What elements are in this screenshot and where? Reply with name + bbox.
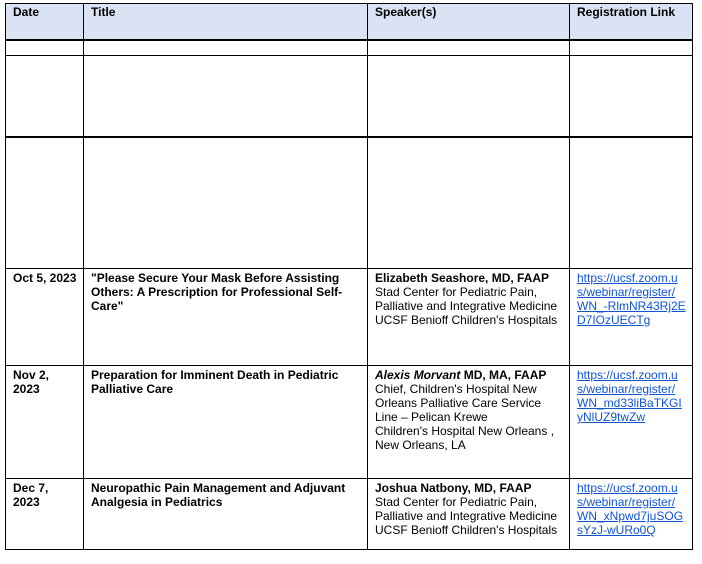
speaker-credentials: MD, MA, FAAP bbox=[460, 368, 547, 382]
speaker-affiliation: Chief, Children's Hospital New Orleans Palliative Care Service Line – Pelican Krewe bbox=[375, 382, 542, 424]
empty-row bbox=[6, 56, 693, 138]
header-date: Date bbox=[6, 4, 84, 41]
speaker-credentials: , MD, FAAP bbox=[467, 481, 532, 495]
session-date: Nov 2, 2023 bbox=[6, 366, 84, 479]
speaker-affiliation: Stad Center for Pediatric Pain, Palliative and Integrative Medicine bbox=[375, 285, 558, 313]
header-row bbox=[6, 4, 693, 41]
empty-row bbox=[6, 40, 693, 56]
registration-cell bbox=[570, 269, 693, 366]
speaker-affiliation: UCSF Benioff Children's Hospitals bbox=[375, 523, 558, 537]
empty-cell bbox=[6, 137, 84, 269]
table-row bbox=[6, 366, 693, 479]
session-date: Dec 7, 2023 bbox=[6, 479, 84, 550]
empty-cell bbox=[368, 56, 570, 138]
registration-link[interactable]: https://ucsf.zoom.us/webinar/register/WN_xNpwd7juSOGsYzJ-wURo0Q bbox=[577, 481, 684, 537]
session-title: Preparation for Imminent Death in Pediatric Palliative Care bbox=[84, 366, 368, 479]
speaker-affiliation: UCSF Benioff Children's Hospitals bbox=[375, 313, 558, 327]
session-date: Oct 5, 2023 bbox=[6, 269, 84, 366]
empty-cell bbox=[84, 56, 368, 138]
registration-cell bbox=[570, 479, 693, 550]
speaker-credentials: , MD, FAAP bbox=[485, 271, 550, 285]
empty-cell bbox=[6, 56, 84, 138]
session-title: "Please Secure Your Mask Before Assisting Others: A Prescription for Professional Self-Care" bbox=[84, 269, 368, 366]
empty-cell bbox=[84, 40, 368, 56]
empty-row bbox=[6, 137, 693, 269]
empty-cell bbox=[570, 137, 693, 269]
empty-cell bbox=[570, 56, 693, 138]
empty-cell bbox=[84, 137, 368, 269]
table-row bbox=[6, 479, 693, 550]
empty-cell bbox=[368, 40, 570, 56]
registration-link[interactable]: https://ucsf.zoom.us/webinar/register/WN_-RlmNR43Rj2ED7IOzUECTg bbox=[577, 271, 686, 327]
empty-cell bbox=[570, 40, 693, 56]
registration-link[interactable]: https://ucsf.zoom.us/webinar/register/WN_md33liBaTKGIyNlUZ9twZw bbox=[577, 368, 682, 424]
speaker-affiliation: Children's Hospital New Orleans , New Orleans, LA bbox=[375, 424, 555, 452]
session-title: Neuropathic Pain Management and Adjuvant Analgesia in Pediatrics bbox=[84, 479, 368, 550]
registration-cell bbox=[570, 366, 693, 479]
speaker-name: Elizabeth Seashore bbox=[375, 271, 486, 285]
empty-cell bbox=[368, 137, 570, 269]
speaker-name: Alexis Morvant bbox=[375, 368, 461, 382]
webinar-schedule-table bbox=[5, 3, 693, 550]
session-speaker bbox=[368, 479, 570, 550]
empty-cell bbox=[6, 40, 84, 56]
session-speaker bbox=[368, 269, 570, 366]
header-registration-link: Registration Link bbox=[570, 4, 693, 41]
speaker-affiliation: Stad Center for Pediatric Pain, Palliative and Integrative Medicine bbox=[375, 495, 558, 523]
header-title: Title bbox=[84, 4, 368, 41]
table-row bbox=[6, 269, 693, 366]
header-speakers: Speaker(s) bbox=[368, 4, 570, 41]
speaker-name: Joshua Natbony bbox=[375, 481, 468, 495]
session-speaker bbox=[368, 366, 570, 479]
